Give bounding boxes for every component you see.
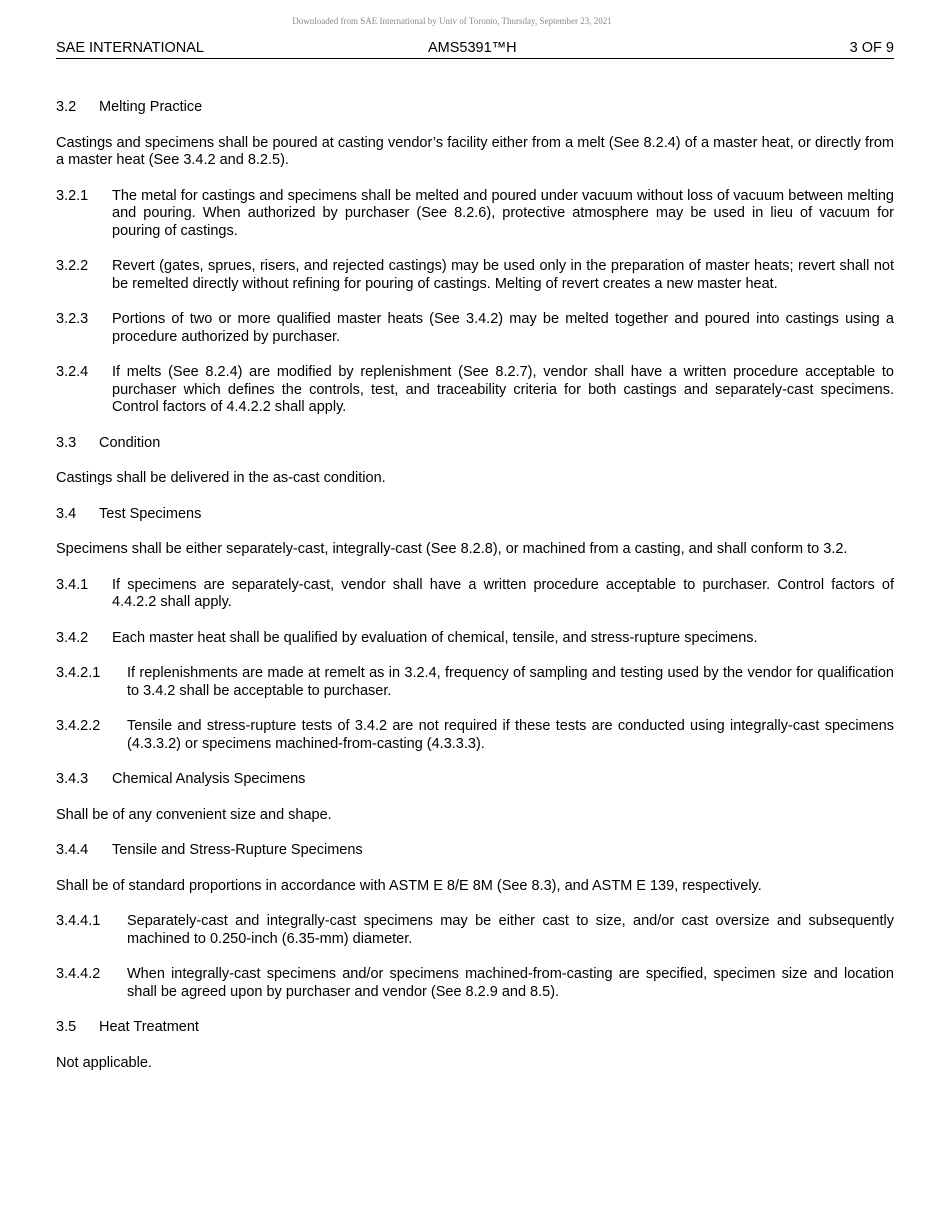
subsubsection-number: 3.4.2.2 bbox=[56, 718, 101, 734]
subsection bbox=[56, 311, 894, 346]
paragraph: Not applicable. bbox=[56, 1054, 152, 1071]
subsection-text: If specimens are separately-cast, vendor shall have a written procedure acceptable to purchaser. Control factors of 4.4.2.2 shall apply. bbox=[112, 576, 894, 610]
header-page-number: 3 OF 9 bbox=[849, 40, 894, 56]
subsubsection-text: Separately-cast and integrally-cast specimens may be either cast to size, and/or cast oversize and subsequently machined to 0.250-inch (6.35-mm) diameter. bbox=[127, 913, 894, 947]
subsection bbox=[56, 577, 894, 612]
subsection-number: 3.4.3 bbox=[56, 771, 89, 787]
subsection-number: 3.4.2 bbox=[56, 629, 89, 646]
section-number: 3.3 bbox=[56, 434, 77, 451]
subsection-title: Chemical Analysis Specimens bbox=[112, 771, 306, 787]
section-heading bbox=[56, 99, 894, 117]
subsection-number: 3.2.2 bbox=[56, 258, 89, 274]
subsection bbox=[56, 188, 894, 241]
document-body bbox=[56, 99, 894, 1072]
subsubsection-number: 3.4.4.1 bbox=[56, 913, 101, 929]
section-title: Test Specimens bbox=[99, 505, 202, 522]
subsection-title: Tensile and Stress-Rupture Specimens bbox=[112, 842, 363, 858]
subsection-number: 3.2.1 bbox=[56, 187, 89, 204]
paragraph: Castings shall be delivered in the as-cast condition. bbox=[56, 470, 386, 486]
subsection-text: If melts (See 8.2.4) are modified by replenishment (See 8.2.7), vendor shall have a written procedure acceptable to purchaser which defines the controls, test, and traceability criteria for both castings and separately-cast specimens. Control factors of 4.4.2.2 shall apply. bbox=[112, 364, 894, 415]
section-heading bbox=[56, 1019, 894, 1037]
paragraph: Shall be of any convenient size and shape. bbox=[56, 806, 332, 823]
subsection bbox=[56, 364, 894, 417]
section-number: 3.4 bbox=[56, 505, 77, 522]
section-heading bbox=[56, 435, 894, 453]
subsection bbox=[56, 630, 894, 648]
download-watermark: Downloaded from SAE International by Univ of Toronto, Thursday, September 23, 2021 bbox=[292, 16, 612, 26]
subsection-text: Portions of two or more qualified master heats (See 3.4.2) may be melted together and poured into castings using a procedure authorized by purchaser. bbox=[112, 311, 894, 345]
subsubsection-number: 3.4.2.1 bbox=[56, 665, 101, 681]
subsubsection-text: If replenishments are made at remelt as in 3.2.4, frequency of sampling and testing used by the vendor for qualification to 3.4.2 shall be acceptable to purchaser. bbox=[127, 665, 894, 699]
section-heading bbox=[56, 506, 894, 524]
subsubsection-text: When integrally-cast specimens and/or specimens machined-from-casting are specified, specimen size and location shall be agreed upon by purchaser and vendor (See 8.2.9 and 8.5). bbox=[127, 966, 894, 1000]
section-title: Condition bbox=[99, 434, 161, 451]
subsection-text: Each master heat shall be qualified by evaluation of chemical, tensile, and stress-rupture specimens. bbox=[112, 629, 758, 646]
subsubsection-number: 3.4.4.2 bbox=[56, 966, 101, 982]
section-number: 3.2 bbox=[56, 99, 77, 115]
paragraph: Castings and specimens shall be poured at casting vendor’s facility either from a melt (See 8.2.4) of a master heat, or directly from a master heat (See 3.4.2 and 8.2.5). bbox=[56, 134, 894, 168]
subsection bbox=[56, 258, 894, 293]
subsection-number: 3.2.4 bbox=[56, 364, 89, 380]
subsubsection bbox=[56, 665, 894, 700]
subsection-heading bbox=[56, 771, 894, 789]
paragraph: Specimens shall be either separately-cast, integrally-cast (See 8.2.8), or machined from a casting, and shall conform to 3.2. bbox=[56, 541, 848, 557]
subsection-heading bbox=[56, 842, 894, 860]
subsection-number: 3.4.1 bbox=[56, 576, 89, 593]
header-document-id: AMS5391™H bbox=[428, 40, 517, 56]
subsection-number: 3.4.4 bbox=[56, 842, 89, 858]
subsection-number: 3.2.3 bbox=[56, 311, 89, 327]
subsubsection-text: Tensile and stress-rupture tests of 3.4.2 are not required if these tests are conducted using integrally-cast specimens (4.3.3.2) or specimens machined-from-casting (4.3.3.3). bbox=[127, 718, 894, 752]
subsubsection bbox=[56, 913, 894, 948]
section-title: Heat Treatment bbox=[99, 1019, 199, 1035]
subsubsection bbox=[56, 966, 894, 1001]
section-title: Melting Practice bbox=[99, 99, 203, 115]
subsubsection bbox=[56, 718, 894, 753]
section-number: 3.5 bbox=[56, 1019, 77, 1035]
paragraph: Shall be of standard proportions in accordance with ASTM E 8/E 8M (See 8.3), and ASTM E 139, respectively. bbox=[56, 877, 762, 894]
header-organization: SAE INTERNATIONAL bbox=[56, 40, 204, 56]
page-header bbox=[56, 38, 894, 59]
subsection-text: Revert (gates, sprues, risers, and rejected castings) may be used only in the preparation of master heats; revert shall not be remelted directly without refining for pouring of castings. Melting of revert creates a new master heat. bbox=[112, 258, 894, 292]
subsection-text: The metal for castings and specimens shall be melted and poured under vacuum without loss of vacuum between melting and pouring. When authorized by purchaser (See 8.2.6), protective atmosphere may be used in lieu of vacuum for pouring of castings. bbox=[112, 187, 894, 239]
